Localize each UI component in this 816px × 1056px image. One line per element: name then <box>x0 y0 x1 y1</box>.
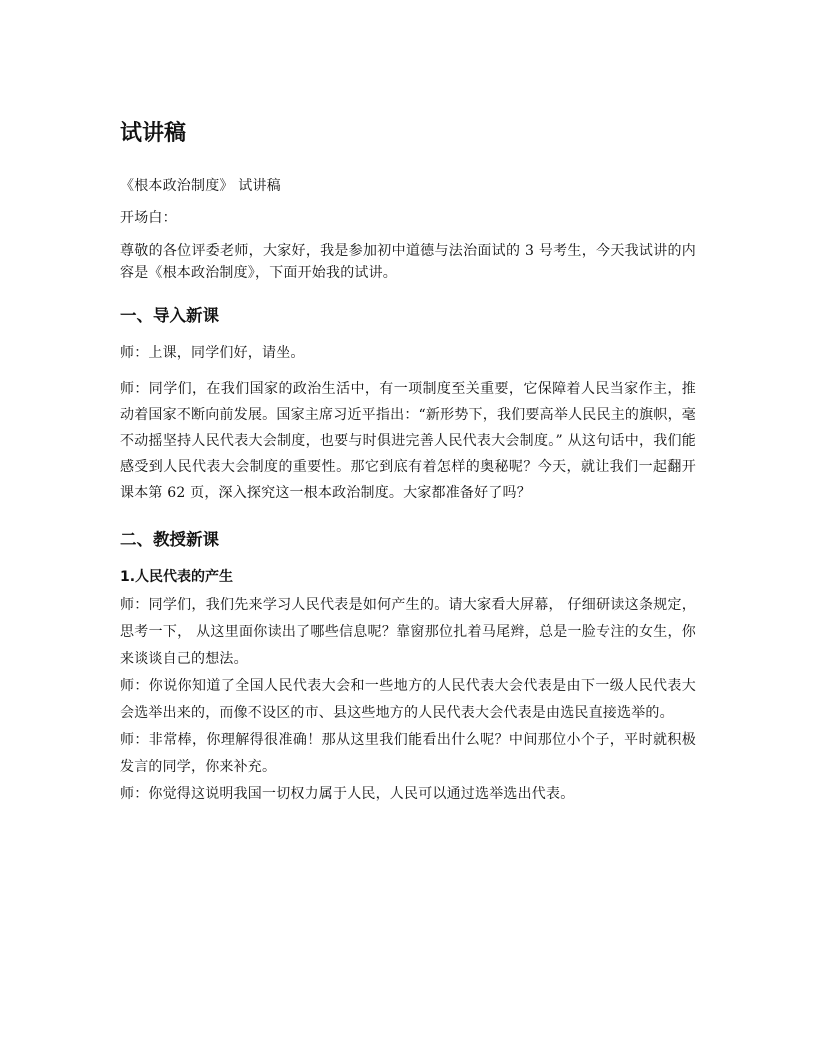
document-title: 试讲稿 <box>120 121 187 146</box>
document-subtitle: 《根本政治制度》 试讲稿 <box>120 178 281 194</box>
opening-label: 开场白： <box>120 210 177 226</box>
paragraph: 师：你说你知道了全国人民代表大会和一些地方的人民代表大会代表是由下一级人民代表大会选举出来的，而像不设区的市、县这些地方的人民代表大会代表是由选民直接选举的。 <box>120 678 696 721</box>
section-introduction <box>120 304 696 506</box>
paragraph: 师：同学们，在我们国家的政治生活中，有一项制度至关重要，它保障着人民当家作主，推动着国家不断向前发展。国家主席习近平指出：“新形势下，我们要高举人民民主的旗帜，毫不动摇坚持人民代表大会制度，也要与时俱进完善人民代表大会制度。” 从这句话中，我们能感受到人民代表大会制度的重要性。那它到底有着怎样的奥秘呢？今天，就让我们一起翻开课本第 62 页，深入探究这一根本政治制度。大家都准备好了吗？ <box>120 381 696 501</box>
subsection-heading: 1.人民代表的产生 <box>120 569 234 585</box>
section-new-lesson <box>120 528 696 808</box>
section-heading-introduction: 一、导入新课 <box>120 306 219 325</box>
paragraph: 师：非常棒，你理解得很准确！那从这里我们能看出什么呢？中间那位小个子，平时就积极发言的同学，你来补充。 <box>120 732 696 775</box>
paragraph: 师：你觉得这说明我国一切权力属于人民，人民可以通过选举选出代表。 <box>120 786 575 802</box>
paragraph: 师：上课，同学们好，请坐。 <box>120 345 305 361</box>
paragraph: 师：同学们，我们先来学习人民代表是如何产生的。请大家看大屏幕， 仔细研读这条规定，思考一下， 从这里面你读出了哪些信息呢？靠窗那位扎着马尾辫，总是一脸专注的女生，你来谈谈自己的想法。 <box>120 597 696 667</box>
section-heading-new-lesson: 二、教授新课 <box>120 530 219 549</box>
opening-paragraph: 尊敬的各位评委老师，大家好，我是参加初中道德与法治面试的 3 号考生，今天我试讲的内容是《根本政治制度》，下面开始我的试讲。 <box>120 243 696 281</box>
